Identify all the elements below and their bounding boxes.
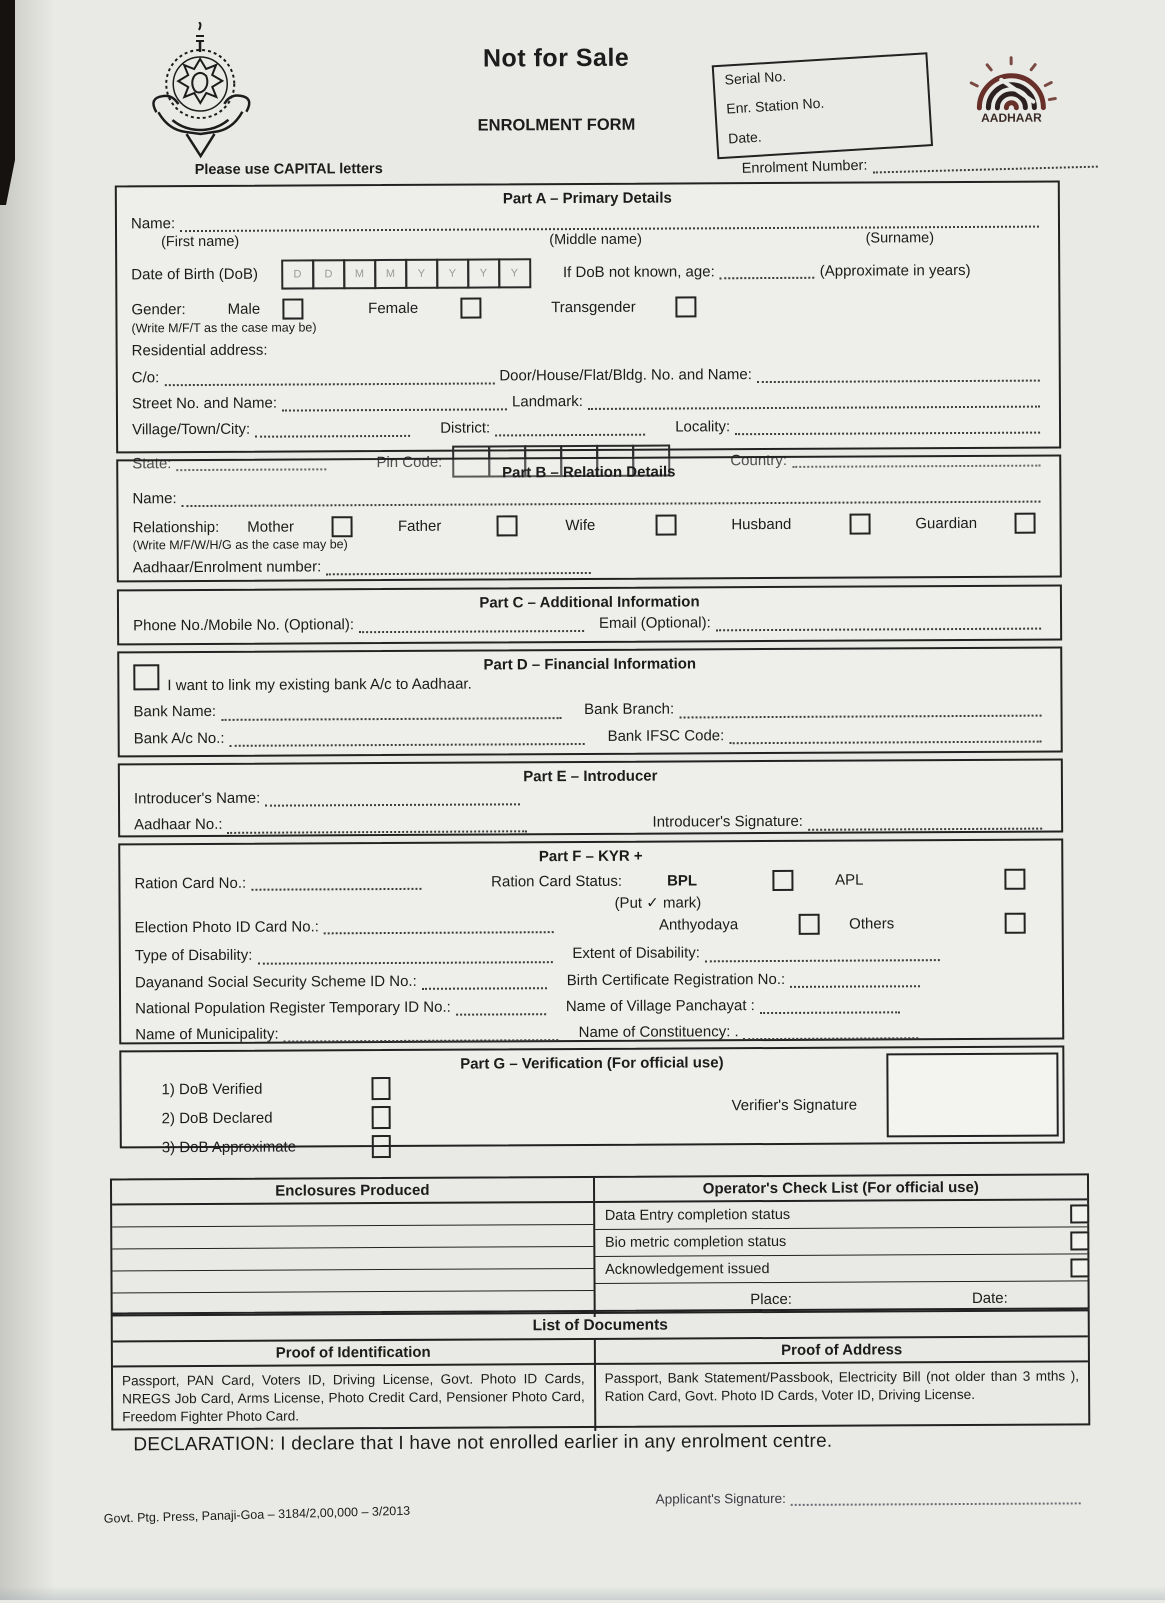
part-f-title: Part F – KYR +: [120, 845, 1061, 867]
guardian-label: Guardian: [915, 515, 977, 533]
father-label: Father: [398, 518, 441, 535]
anthyodaya-label: Anthyodaya: [659, 916, 738, 934]
bank-ac-input-line[interactable]: [230, 730, 585, 747]
aadhaar-logo: [961, 49, 1061, 130]
form-title: ENROLMENT FORM: [416, 115, 696, 135]
introducer-signature-label: Introducer's Signature:: [652, 813, 803, 831]
put-mark-note: (Put ✓ mark): [614, 894, 701, 912]
part-g-title: Part G – Verification (For official use): [121, 1052, 1062, 1074]
declaration-text: DECLARATION: I declare that I have not enrolled earlier in any enrolment centre.: [133, 1431, 832, 1457]
bank-name-input-line[interactable]: [221, 704, 561, 721]
locality-input-line[interactable]: [735, 419, 1040, 436]
checklist-header: Operator's Check List (For official use): [595, 1175, 1087, 1203]
acknowledgement-label: Acknowledgement issued: [605, 1261, 770, 1278]
part-c-title: Part C – Additional Information: [119, 591, 1060, 613]
verifier-signature-label: Verifier's Signature: [732, 1097, 858, 1115]
wife-label: Wife: [565, 517, 595, 534]
dob-approximate-label: 3) DoB Approximate: [162, 1138, 372, 1156]
introducer-aadhaar-label: Aadhaar No.:: [134, 816, 222, 834]
enclosure-row[interactable]: [112, 1247, 593, 1272]
proof-id-header: Proof of Identification: [113, 1340, 596, 1368]
bpl-checkbox[interactable]: [772, 870, 793, 891]
relationship-label: Relationship:: [133, 519, 220, 537]
village-input-line[interactable]: [255, 422, 410, 438]
co-input-line[interactable]: [164, 369, 494, 386]
dob-cell[interactable]: D: [312, 259, 345, 289]
village-label: Village/Town/City:: [132, 421, 250, 439]
data-entry-status-label: Data Entry completion status: [605, 1207, 790, 1224]
email-label: Email (Optional):: [599, 614, 711, 632]
extent-disability-label: Extent of Disability:: [572, 945, 700, 963]
extent-disability-input-line[interactable]: [705, 946, 940, 962]
enr-station-label: Enr. Station No.: [726, 89, 919, 117]
state-label: State:: [132, 455, 171, 472]
pincode-label: Pin Code:: [376, 453, 442, 471]
dob-approximate-checkbox[interactable]: [372, 1135, 391, 1158]
aadhaar-enrolment-input-line[interactable]: [326, 559, 591, 575]
part-b-section: [116, 454, 1062, 582]
dayanand-input-line[interactable]: [422, 974, 547, 990]
phone-input-line[interactable]: [359, 617, 584, 633]
village-panchayat-input-line[interactable]: [760, 998, 900, 1014]
part-a-title: Part A – Primary Details: [117, 188, 1058, 210]
locality-label: Locality:: [675, 418, 730, 436]
dob-cell[interactable]: D: [281, 259, 314, 289]
landmark-input-line[interactable]: [588, 393, 1040, 410]
landmark-label: Landmark:: [512, 393, 583, 411]
enrolment-number-label: Enrolment Number:: [742, 158, 868, 177]
age-input-line[interactable]: [720, 264, 815, 279]
part-d-title: Part D – Financial Information: [119, 653, 1060, 675]
apl-checkbox[interactable]: [1004, 869, 1025, 890]
applicant-signature-line[interactable]: [791, 1489, 1081, 1506]
part-e-section: [118, 758, 1063, 837]
bank-branch-label: Bank Branch:: [584, 701, 674, 719]
checklist-column: [595, 1175, 1088, 1317]
first-name-caption: (First name): [161, 234, 239, 251]
not-for-sale-title: Not for Sale: [416, 43, 696, 73]
ration-card-label: Ration Card No.:: [134, 875, 246, 893]
birth-cert-label: Birth Certificate Registration No.:: [567, 970, 786, 988]
others-checkbox[interactable]: [1005, 913, 1026, 934]
district-input-line[interactable]: [495, 421, 645, 437]
dob-boxes[interactable]: [283, 258, 531, 289]
surname-caption: (Surname): [866, 230, 935, 247]
place-input-area[interactable]: [792, 1307, 912, 1308]
email-input-line[interactable]: [716, 615, 1041, 632]
serial-no-label: Serial No.: [724, 60, 917, 88]
part-c-section: [117, 584, 1062, 645]
proof-id-text: Passport, PAN Card, Voters ID, Driving License, Govt. Photo ID Cards, NREGS Job Card, Arms License, Photo Credit Card, Pensioner Photo Card, Freedom Fighter Photo Card.: [113, 1365, 596, 1433]
bpl-label: BPL: [667, 872, 697, 889]
middle-name-caption: (Middle name): [549, 232, 642, 249]
mother-label: Mother: [247, 519, 294, 536]
bank-ac-label: Bank A/c No.:: [134, 729, 225, 747]
street-input-line[interactable]: [282, 395, 507, 411]
anthyodaya-checkbox[interactable]: [798, 914, 819, 935]
mother-checkbox[interactable]: [332, 516, 353, 537]
npr-label: National Population Register Temporary ID No.:: [135, 998, 451, 1017]
ration-status-label: Ration Card Status:: [491, 873, 622, 891]
apl-label: APL: [835, 871, 863, 888]
relation-name-label: Name:: [132, 490, 176, 507]
part-f-section: [118, 838, 1064, 1044]
husband-label: Husband: [731, 516, 791, 534]
dob-verified-label: 1) DoB Verified: [161, 1080, 371, 1098]
residential-address-label: Residential address:: [132, 342, 268, 360]
acknowledgement-checkbox[interactable]: [1070, 1258, 1089, 1277]
father-checkbox[interactable]: [496, 516, 517, 537]
guardian-checkbox[interactable]: [1015, 513, 1036, 534]
constituency-input-line[interactable]: [744, 1024, 919, 1040]
proof-addr-text: Passport, Bank Statement/Passbook, Electricity Bill (not older than 3 mths ), Ration Card, Govt. Photo ID Cards, Voter ID, Driving License.: [596, 1362, 1089, 1430]
part-a-section: [115, 180, 1061, 453]
dob-verified-checkbox[interactable]: [371, 1077, 390, 1100]
constituency-label: Name of Constituency: .: [579, 1023, 739, 1041]
biometric-status-label: Bio metric completion status: [605, 1234, 786, 1251]
dob-cell[interactable]: Y: [498, 258, 531, 288]
serial-box: [712, 52, 933, 159]
relation-name-input-line[interactable]: [182, 488, 1041, 507]
enclosure-row[interactable]: [112, 1225, 593, 1250]
enclosures-column: [112, 1178, 595, 1320]
bank-ifsc-label: Bank IFSC Code:: [608, 727, 725, 745]
dob-cell[interactable]: M: [343, 259, 376, 289]
election-id-label: Election Photo ID Card No.:: [135, 919, 319, 937]
street-label: Street No. and Name:: [132, 394, 277, 412]
applicant-signature-label: Applicant's Signature:: [656, 1491, 786, 1507]
name-input-line[interactable]: [180, 213, 1039, 232]
introducer-signature-line[interactable]: [808, 814, 1042, 830]
part-g-section: [119, 1045, 1065, 1148]
svg-text:AADHAAR: AADHAAR: [981, 111, 1042, 125]
capital-letters-note: Please use CAPITAL letters: [195, 161, 383, 178]
aadhaar-enrolment-label: Aadhaar/Enrolment number:: [133, 558, 322, 576]
dob-cell[interactable]: M: [374, 259, 407, 289]
transgender-checkbox[interactable]: [676, 296, 697, 317]
name-label: Name:: [131, 215, 175, 232]
dayanand-label: Dayanand Social Security Scheme ID No.:: [135, 972, 417, 991]
enclosure-row[interactable]: [112, 1269, 593, 1294]
govt-emblem-logo: [136, 22, 267, 163]
dob-cell[interactable]: Y: [467, 258, 500, 288]
male-label: Male: [228, 300, 261, 317]
co-label: C/o:: [132, 369, 160, 386]
dob-cell[interactable]: Y: [436, 259, 469, 289]
verifier-signature-box[interactable]: [886, 1053, 1058, 1138]
husband-checkbox[interactable]: [849, 514, 870, 535]
male-checkbox[interactable]: [282, 298, 303, 319]
enclosures-header: Enclosures Produced: [112, 1178, 593, 1206]
district-label: District:: [440, 420, 490, 438]
link-bank-checkbox[interactable]: [133, 664, 159, 690]
phone-label: Phone No./Mobile No. (Optional):: [133, 616, 354, 634]
enrolment-number-row: [742, 151, 1103, 176]
data-entry-status-checkbox[interactable]: [1070, 1204, 1089, 1223]
enclosure-row[interactable]: [112, 1203, 593, 1228]
wife-checkbox[interactable]: [655, 515, 676, 536]
type-disability-label: Type of Disability:: [135, 947, 253, 965]
door-label: Door/House/Flat/Bldg. No. and Name:: [499, 366, 752, 385]
applicant-signature-row: [656, 1489, 1086, 1506]
municipality-input-line[interactable]: [284, 1026, 559, 1042]
bank-branch-input-line[interactable]: [679, 701, 1041, 718]
biometric-status-checkbox[interactable]: [1070, 1231, 1089, 1250]
ration-card-input-line[interactable]: [251, 875, 421, 891]
documents-table: [111, 1309, 1091, 1430]
municipality-label: Name of Municipality:: [135, 1026, 278, 1044]
introducer-name-label: Introducer's Name:: [134, 790, 260, 808]
others-label: Others: [849, 915, 894, 932]
introducer-aadhaar-input-line[interactable]: [227, 817, 527, 834]
relation-note: (Write M/F/W/H/G as the case may be): [133, 537, 348, 553]
part-e-title: Part E – Introducer: [120, 765, 1061, 787]
dob-label: Date of Birth (DoB): [131, 266, 258, 284]
op-date-label: Date:: [972, 1290, 1008, 1307]
age-suffix: (Approximate in years): [820, 262, 971, 280]
dob-cell[interactable]: Y: [405, 259, 438, 289]
transgender-label: Transgender: [551, 299, 636, 317]
female-label: Female: [368, 300, 418, 318]
dob-declared-checkbox[interactable]: [372, 1106, 391, 1129]
gender-label: Gender:: [131, 301, 185, 319]
operator-table: [110, 1173, 1090, 1314]
documents-title: List of Documents: [113, 1311, 1088, 1342]
enrolment-number-line[interactable]: [872, 153, 1097, 174]
birth-cert-input-line[interactable]: [790, 972, 920, 988]
part-b-title: Part B – Relation Details: [118, 461, 1059, 483]
country-label: Country:: [730, 452, 787, 470]
door-input-line[interactable]: [757, 366, 1040, 382]
female-checkbox[interactable]: [460, 297, 481, 318]
bank-ifsc-input-line[interactable]: [729, 727, 1041, 744]
election-id-input-line[interactable]: [324, 918, 554, 934]
place-label: Place:: [750, 1291, 792, 1308]
npr-input-line[interactable]: [456, 1000, 546, 1015]
village-panchayat-label: Name of Village Panchayat :: [566, 997, 755, 1015]
bank-name-label: Bank Name:: [133, 703, 216, 721]
proof-addr-header: Proof of Address: [595, 1337, 1087, 1365]
introducer-name-input-line[interactable]: [265, 791, 520, 807]
press-note: Govt. Ptg. Press, Panaji-Goa – 3184/2,00,000 – 3/2013: [104, 1504, 411, 1526]
part-d-section: [117, 646, 1063, 757]
date-label: Date.: [728, 119, 921, 147]
link-bank-label: I want to link my existing bank A/c to Aadhaar.: [167, 676, 471, 695]
gender-note: (Write M/F/T as the case may be): [131, 320, 316, 335]
type-disability-input-line[interactable]: [257, 948, 552, 965]
age-label: If DoB not known, age:: [563, 264, 715, 282]
dob-declared-label: 2) DoB Declared: [162, 1109, 372, 1127]
